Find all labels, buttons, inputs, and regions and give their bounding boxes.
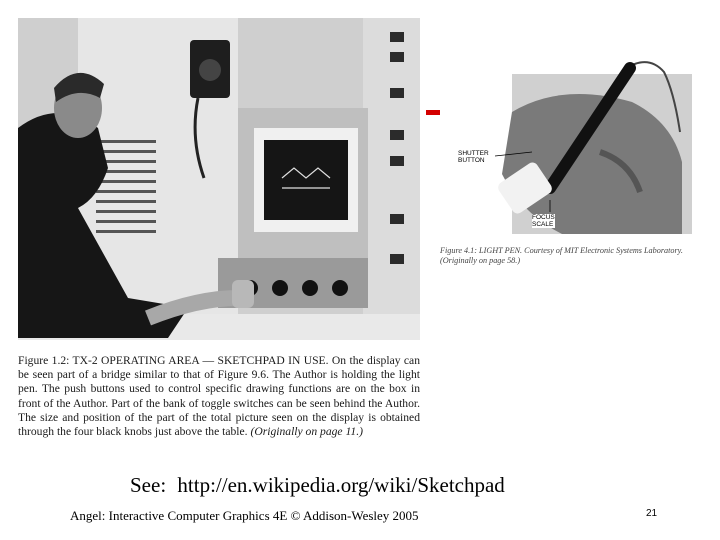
sketchpad-operating-area-photo <box>18 18 420 340</box>
caption-left-text: On the display can be seen part of a bridge similar to that of Figure 9.6. The Author is holding the light pen. The push buttons used to control specific drawing functions are on the box in front of the Author. Part of the bank of toggle switches can be seen behind the Author. The size and position of the part of the total picture seen on the display is obtained through the four black knobs just above the table. <box>18 354 420 439</box>
sketchpad-photo-caption <box>18 354 420 439</box>
footer-credit: Angel: Interactive Computer Graphics 4E © Addison-Wesley 2005 <box>70 508 419 523</box>
focus-scale-label: FOCUS SCALE <box>532 214 555 228</box>
caption-left-note: (Originally on page 11.) <box>250 425 363 439</box>
see-reference-line <box>130 473 505 498</box>
caption-left-label: Figure 1.2: TX-2 OPERATING AREA — SKETCHPAD IN USE. <box>18 354 329 367</box>
see-prefix: See: <box>130 473 167 497</box>
sketchpad-wikipedia-link[interactable]: http://en.wikipedia.org/wiki/Sketchpad <box>177 473 505 497</box>
light-pen-caption: Figure 4.1: LIGHT PEN. Courtesy of MIT Electronic Systems Laboratory. (Originally on page 58.) <box>440 246 683 265</box>
red-dash-mark <box>426 110 440 115</box>
page-number: 21 <box>646 508 658 519</box>
light-pen-graphic <box>440 52 692 234</box>
light-pen-photo <box>440 52 692 234</box>
sketchpad-photo-graphic <box>18 18 420 340</box>
shutter-button-label: SHUTTER BUTTON <box>458 150 489 164</box>
